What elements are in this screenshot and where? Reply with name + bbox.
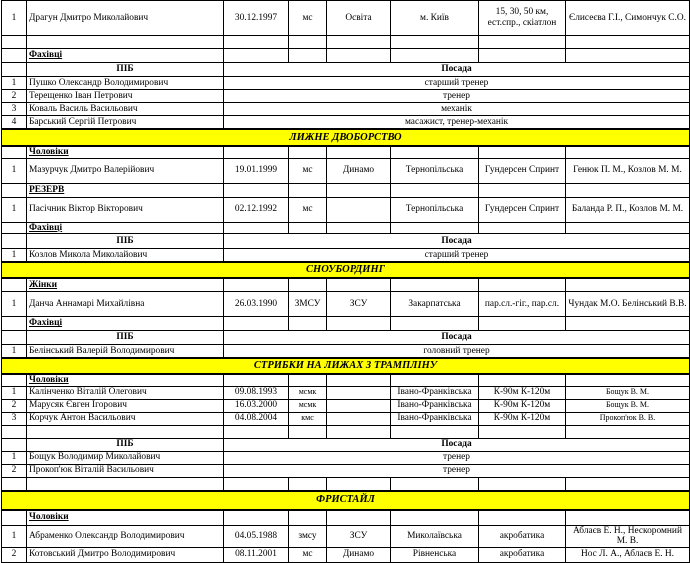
subsection-label: Жінки (29, 279, 58, 290)
full-name: Пушко Олександр Володимирович (27, 77, 224, 90)
blank-row (2, 477, 690, 491)
empty-cell (224, 36, 289, 49)
row-number: 2 (2, 547, 27, 562)
birth-date: 30.12.1997 (224, 1, 289, 36)
empty-cell (224, 278, 289, 292)
empty-cell (224, 317, 289, 331)
empty-cell (391, 374, 479, 386)
empty-cell (2, 278, 27, 292)
discipline: Гундерсен Спринт (479, 158, 566, 183)
empty-cell (2, 477, 27, 491)
empty-cell (479, 477, 566, 491)
row-number: 1 (2, 525, 27, 547)
empty-cell (289, 49, 327, 63)
organization (327, 412, 391, 425)
staff-header-row (2, 234, 690, 249)
empty-cell (224, 146, 289, 158)
staff-row (2, 345, 690, 359)
subsection-label: Фахівці (29, 50, 63, 61)
coaches: Аблаєв Е. Н., Нескоромний М. В. (566, 525, 690, 547)
empty-cell (391, 49, 479, 63)
full-name: Корчук Антон Васильович (27, 412, 224, 425)
empty-cell (566, 49, 690, 63)
region: Тернопільська (391, 158, 479, 183)
region: Рівненська (391, 547, 479, 562)
name-column-header: ПІБ (27, 331, 224, 345)
empty-cell (391, 510, 479, 526)
row-number: 1 (2, 345, 27, 359)
position-column-header: Посада (224, 438, 690, 451)
discipline: 15, 30, 50 км, ест.спр., скіатлон (479, 1, 566, 36)
subsection-row (2, 222, 690, 234)
empty-cell (2, 425, 27, 438)
empty-cell (27, 425, 224, 438)
discipline: акробатика (479, 525, 566, 547)
rank: ЗМСУ (289, 292, 327, 317)
empty-cell (479, 425, 566, 438)
subsection-row (2, 183, 690, 197)
staff-row (2, 77, 690, 90)
name-column-header: ПІБ (27, 63, 224, 77)
subsection-label: РЕЗЕРВ (29, 184, 65, 195)
staff-header-row (2, 438, 690, 451)
subsection-cell (27, 510, 224, 526)
athlete-row (2, 292, 690, 317)
empty-cell (566, 222, 690, 234)
discipline: К-90м К-120м (479, 386, 566, 399)
subsection-row (2, 146, 690, 158)
position-column-header: Посада (224, 331, 690, 345)
staff-row (2, 103, 690, 116)
subsection-row (2, 317, 690, 331)
empty-cell (224, 425, 289, 438)
empty-cell (479, 49, 566, 63)
rank: мсмк (289, 399, 327, 412)
staff-header-row (2, 331, 690, 345)
empty-cell (327, 146, 391, 158)
empty-cell (391, 183, 479, 197)
staff-row (2, 249, 690, 263)
discipline: Гундерсен Спринт (479, 197, 566, 222)
position: тренер (224, 464, 690, 477)
empty-cell (27, 36, 224, 49)
region: Івано-Франківська (391, 399, 479, 412)
empty-cell (2, 49, 27, 63)
empty-cell (289, 278, 327, 292)
athlete-row (2, 525, 690, 547)
empty-cell (566, 374, 690, 386)
empty-cell (391, 222, 479, 234)
staff-row (2, 90, 690, 103)
region: Івано-Франківська (391, 386, 479, 399)
full-name: Марусяк Євген Ігорович (27, 399, 224, 412)
position: тренер (224, 451, 690, 464)
position: механік (224, 103, 690, 116)
row-number: 1 (2, 292, 27, 317)
full-name: Бощук Володимир Миколайович (27, 451, 224, 464)
organization (327, 197, 391, 222)
subsection-cell (27, 222, 224, 234)
empty-cell (2, 374, 27, 386)
section-title: СТРИБКИ НА ЛИЖАХ З ТРАМПЛІНУ (2, 358, 690, 374)
empty-cell (391, 477, 479, 491)
row-number: 1 (2, 1, 27, 36)
discipline: К-90м К-120м (479, 412, 566, 425)
name-column-header: ПІБ (27, 438, 224, 451)
birth-date: 08.11.2001 (224, 547, 289, 562)
subsection-label: Фахівці (29, 222, 63, 233)
coaches: Єлисеєва Г.І., Симончук С.О. (566, 1, 690, 36)
subsection-cell (27, 374, 224, 386)
row-number: 2 (2, 464, 27, 477)
empty-cell (566, 510, 690, 526)
empty-cell (327, 49, 391, 63)
athlete-row (2, 412, 690, 425)
empty-cell (327, 510, 391, 526)
full-name: Данча Аннамарі Михайлівна (27, 292, 224, 317)
row-number: 1 (2, 249, 27, 263)
region: Тернопільська (391, 197, 479, 222)
birth-date: 16.03.2000 (224, 399, 289, 412)
organization: ЗСУ (327, 292, 391, 317)
subsection-row (2, 49, 690, 63)
coaches: Бощук В. М. (566, 386, 690, 399)
region: м. Київ (391, 1, 479, 36)
empty-cell (289, 477, 327, 491)
row-number: 4 (2, 116, 27, 130)
birth-date: 04.08.2004 (224, 412, 289, 425)
athletes-table (1, 0, 690, 563)
discipline: К-90м К-120м (479, 399, 566, 412)
discipline: акробатика (479, 547, 566, 562)
section-heading-row (2, 491, 690, 510)
row-number: 3 (2, 412, 27, 425)
athlete-row (2, 158, 690, 183)
empty-cell (391, 36, 479, 49)
empty-cell (224, 477, 289, 491)
staff-row (2, 464, 690, 477)
coaches: Прокоп'юк В. В. (566, 412, 690, 425)
section-heading-row (2, 358, 690, 374)
empty-cell (224, 374, 289, 386)
position: старший тренер (224, 249, 690, 263)
coaches: Нос Л. А., Аблаєв Е. Н. (566, 547, 690, 562)
empty-cell (2, 331, 27, 345)
empty-cell (224, 510, 289, 526)
organization: Освіта (327, 1, 391, 36)
full-name: Мазурчук Дмитро Валерійович (27, 158, 224, 183)
full-name: Котовський Дмитро Володимирович (27, 547, 224, 562)
coaches: Генюк П. М., Козлов М. М. (566, 158, 690, 183)
full-name: Калінченко Віталій Олегович (27, 386, 224, 399)
rank: змсу (289, 525, 327, 547)
coaches: Бощук В. М. (566, 399, 690, 412)
empty-cell (27, 477, 224, 491)
row-number: 1 (2, 158, 27, 183)
empty-cell (479, 146, 566, 158)
discipline: пар.сл.-гіг., пар.сл. (479, 292, 566, 317)
birth-date: 04.05.1988 (224, 525, 289, 547)
section-title: ЛИЖНЕ ДВОБОРСТВО (2, 129, 690, 146)
subsection-cell (27, 317, 224, 331)
section-heading-row (2, 129, 690, 146)
empty-cell (327, 183, 391, 197)
empty-cell (391, 425, 479, 438)
empty-cell (327, 317, 391, 331)
organization (327, 386, 391, 399)
empty-cell (479, 36, 566, 49)
athlete-row (2, 197, 690, 222)
subsection-cell (27, 183, 224, 197)
row-number: 1 (2, 197, 27, 222)
row-number: 1 (2, 451, 27, 464)
empty-cell (289, 425, 327, 438)
subsection-row (2, 374, 690, 386)
region: Миколаївська (391, 525, 479, 547)
empty-cell (289, 146, 327, 158)
birth-date: 09.08.1993 (224, 386, 289, 399)
organization: Динамо (327, 547, 391, 562)
full-name: Коваль Василь Васильович (27, 103, 224, 116)
empty-cell (224, 49, 289, 63)
full-name: Прокоп'юк Віталій Васильович (27, 464, 224, 477)
organization (327, 399, 391, 412)
empty-cell (479, 510, 566, 526)
subsection-cell (27, 49, 224, 63)
empty-cell (566, 183, 690, 197)
athlete-row (2, 1, 690, 36)
staff-row (2, 451, 690, 464)
empty-cell (479, 222, 566, 234)
empty-cell (327, 374, 391, 386)
empty-cell (289, 374, 327, 386)
empty-cell (2, 510, 27, 526)
blank-row (2, 425, 690, 438)
empty-cell (391, 146, 479, 158)
coaches: Баланда Р. П., Козлов М. М. (566, 197, 690, 222)
empty-cell (566, 425, 690, 438)
row-number: 1 (2, 77, 27, 90)
region: Івано-Франківська (391, 412, 479, 425)
subsection-label: Фахівці (29, 318, 63, 329)
empty-cell (327, 36, 391, 49)
empty-cell (2, 234, 27, 249)
empty-cell (566, 317, 690, 331)
empty-cell (2, 222, 27, 234)
organization: ЗСУ (327, 525, 391, 547)
position-column-header: Посада (224, 63, 690, 77)
full-name: Барський Сергій Петрович (27, 116, 224, 130)
section-title: СНОУБОРДИНГ (2, 262, 690, 278)
full-name: Пасічник Віктор Вікторович (27, 197, 224, 222)
subsection-cell (27, 146, 224, 158)
empty-cell (566, 36, 690, 49)
empty-cell (566, 146, 690, 158)
coaches: Чундак М.О. Белінський В.В. (566, 292, 690, 317)
empty-cell (391, 278, 479, 292)
row-number: 1 (2, 386, 27, 399)
section-title: ФРИСТАЙЛ (2, 491, 690, 510)
empty-cell (289, 183, 327, 197)
position-column-header: Посада (224, 234, 690, 249)
rank: мс (289, 547, 327, 562)
empty-cell (2, 146, 27, 158)
region: Закарпатська (391, 292, 479, 317)
blank-row (2, 36, 690, 49)
position: головний тренер (224, 345, 690, 359)
row-number: 2 (2, 90, 27, 103)
rank: кмс (289, 412, 327, 425)
birth-date: 02.12.1992 (224, 197, 289, 222)
staff-row (2, 116, 690, 130)
empty-cell (2, 317, 27, 331)
name-column-header: ПІБ (27, 234, 224, 249)
empty-cell (2, 438, 27, 451)
empty-cell (566, 278, 690, 292)
athlete-row (2, 547, 690, 562)
position: старший тренер (224, 77, 690, 90)
row-number: 3 (2, 103, 27, 116)
rank: мсмк (289, 386, 327, 399)
empty-cell (479, 317, 566, 331)
subsection-label: Чоловіки (29, 147, 69, 157)
empty-cell (327, 278, 391, 292)
empty-cell (391, 317, 479, 331)
empty-cell (566, 477, 690, 491)
subsection-label: Чоловіки (29, 375, 69, 386)
subsection-row (2, 510, 690, 526)
rank: мс (289, 1, 327, 36)
subsection-label: Чоловіки (29, 512, 69, 523)
birth-date: 26.03.1990 (224, 292, 289, 317)
empty-cell (479, 374, 566, 386)
position: масажист, тренер-механік (224, 116, 690, 130)
full-name: Абраменко Олександр Володимирович (27, 525, 224, 547)
full-name: Драгун Дмитро Миколайович (27, 1, 224, 36)
full-name: Терещенко Іван Петрович (27, 90, 224, 103)
empty-cell (2, 63, 27, 77)
birth-date: 19.01.1999 (224, 158, 289, 183)
subsection-cell (27, 278, 224, 292)
section-heading-row (2, 262, 690, 278)
empty-cell (2, 36, 27, 49)
full-name: Козлов Микола Миколайович (27, 249, 224, 263)
rank: мс (289, 158, 327, 183)
athlete-row (2, 386, 690, 399)
rank: мс (289, 197, 327, 222)
empty-cell (224, 222, 289, 234)
empty-cell (289, 510, 327, 526)
empty-cell (327, 425, 391, 438)
empty-cell (479, 183, 566, 197)
empty-cell (289, 317, 327, 331)
subsection-row (2, 278, 690, 292)
empty-cell (2, 183, 27, 197)
athlete-row (2, 399, 690, 412)
empty-cell (289, 36, 327, 49)
empty-cell (327, 222, 391, 234)
organization: Динамо (327, 158, 391, 183)
staff-header-row (2, 63, 690, 77)
empty-cell (479, 278, 566, 292)
row-number: 2 (2, 399, 27, 412)
empty-cell (327, 477, 391, 491)
position: тренер (224, 90, 690, 103)
empty-cell (289, 222, 327, 234)
empty-cell (224, 183, 289, 197)
full-name: Белінський Валерій Володимирович (27, 345, 224, 359)
